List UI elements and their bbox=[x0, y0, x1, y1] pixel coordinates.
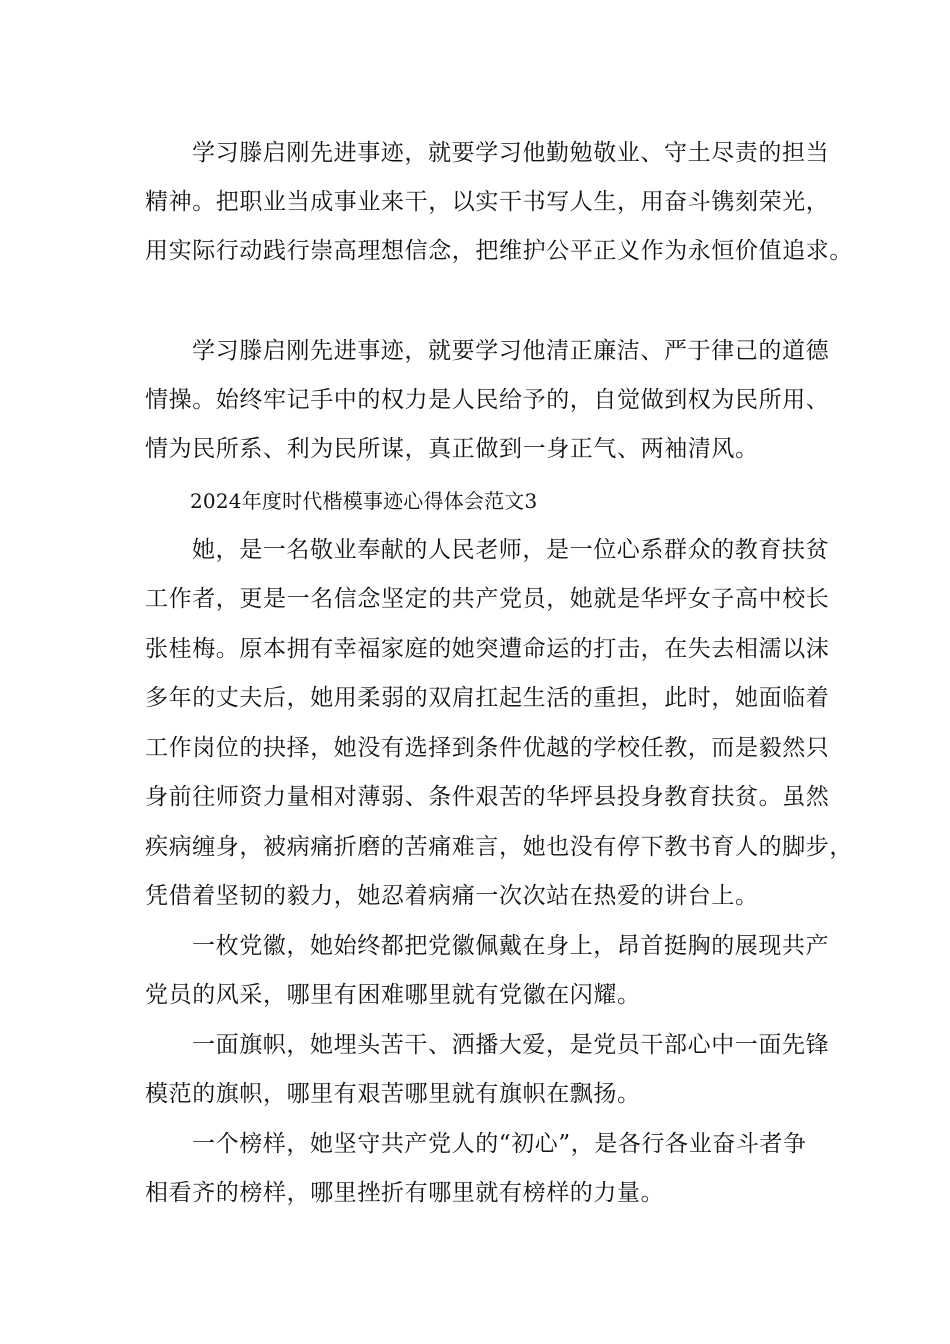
paragraph-line: 精神。把职业当成事业来干，以实干书写人生，用奋斗镌刻荣光， bbox=[145, 189, 830, 215]
paragraph-line: 模范的旗帜，哪里有艰苦哪里就有旗帜在飘扬。 bbox=[145, 1081, 641, 1107]
paragraph-line: 身前往师资力量相对薄弱、条件艰苦的华坪县投身教育扶贫。虽然 bbox=[145, 784, 830, 810]
paragraph-line: 一面旗帜，她埋头苦干、洒播大爱，是党员干部心中一面先锋 bbox=[192, 1032, 830, 1058]
paragraph-line: 张桂梅。原本拥有幸福家庭的她突遭命运的打击，在失去相濡以沫 bbox=[145, 636, 830, 662]
paragraph-line: 多年的丈夫后，她用柔弱的双肩扛起生活的重担，此时，她面临着 bbox=[145, 685, 830, 711]
paragraph-line: 情为民所系、利为民所谋，真正做到一身正气、两袖清风。 bbox=[145, 436, 759, 462]
paragraph-line: 学习滕启刚先进事迹，就要学习他勤勉敬业、守土尽责的担当 bbox=[192, 140, 830, 166]
paragraph-line: 一个榜样，她坚守共产党人的“初心”，是各行各业奋斗者争 bbox=[192, 1131, 807, 1157]
paragraph-line: 一枚党徽，她始终都把党徽佩戴在身上，昂首挺胸的展现共产 bbox=[192, 933, 830, 959]
paragraph-line: 学习滕启刚先进事迹，就要学习他清正廉洁、严于律己的道德 bbox=[192, 338, 830, 364]
paragraph-line: 相看齐的榜样，哪里挫折有哪里就有榜样的力量。 bbox=[145, 1180, 665, 1206]
paragraph-line: 党员的风采，哪里有困难哪里就有党徽在闪耀。 bbox=[145, 982, 641, 1008]
paragraph-line: 她，是一名敬业奉献的人民老师，是一位心系群众的教育扶贫 bbox=[192, 537, 830, 563]
paragraph-line: 疾病缠身，被病痛折磨的苦痛难言，她也没有停下教书育人的脚步， bbox=[145, 834, 853, 860]
paragraph-line: 情操。始终牢记手中的权力是人民给予的，自觉做到权为民所用、 bbox=[145, 387, 830, 413]
paragraph-line: 凭借着坚韧的毅力，她忍着病痛一次次站在热爱的讲台上。 bbox=[145, 883, 759, 909]
paragraph-line: 工作者，更是一名信念坚定的共产党员，她就是华坪女子高中校长 bbox=[145, 586, 830, 612]
paragraph-line: 工作岗位的抉择，她没有选择到条件优越的学校任教，而是毅然只 bbox=[145, 735, 830, 761]
paragraph-line: 用实际行动践行崇高理想信念，把维护公平正义作为永恒价值追求。 bbox=[145, 238, 853, 264]
section-heading: 2024年度时代楷模事迹心得体会范文3 bbox=[190, 489, 538, 513]
